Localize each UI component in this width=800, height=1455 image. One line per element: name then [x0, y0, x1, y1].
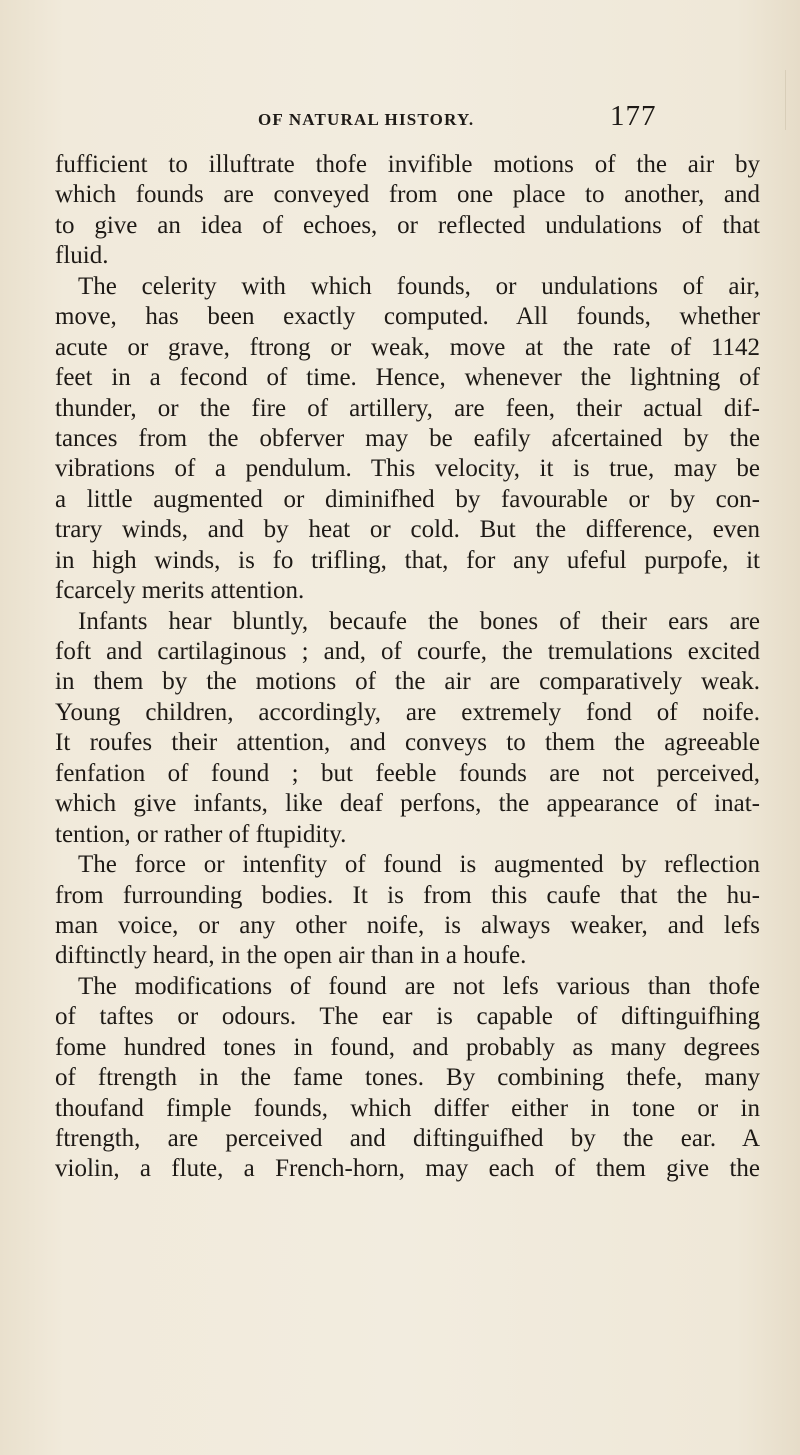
text-line: tention, or rather of ftupidity. — [55, 820, 347, 848]
text-line: in them by the motions of the air are comparatively weak. — [55, 668, 760, 696]
text-line: in high winds, is fo trifling, that, for any ufeful purpofe, it — [55, 546, 760, 574]
page-number: 177 — [610, 100, 657, 132]
paragraph-start-line: The force or intenfity of found is augmented by reflection — [78, 851, 760, 879]
text-line: vibrations of a pendulum. This velocity, it is true, may be — [55, 455, 760, 483]
text-line: from furrounding bodies. It is from this caufe that the hu- — [55, 881, 760, 909]
text-line: foft and cartilaginous ; and, of courfe, the tremulations excited — [55, 638, 760, 665]
text-line: which give infants, like deaf perfons, the appearance of inat- — [55, 790, 760, 818]
page-edge-mark — [785, 70, 800, 130]
text-line: of taftes or odours. The ear is capable of diftinguifhing — [55, 1003, 760, 1031]
text-line: to give an idea of echoes, or reflected undulations of that — [55, 211, 760, 239]
text-line: thunder, or the fire of artillery, are feen, their actual dif- — [55, 394, 760, 422]
text-line: man voice, or any other noife, is always weaker, and lefs — [55, 911, 760, 939]
text-line: fome hundred tones in found, and probably as many degrees — [55, 1033, 760, 1061]
text-line: fenfation of found ; but feeble founds are not perceived, — [55, 759, 760, 787]
text-line: fufficient to illuftrate thofe invifible motions of the air by — [55, 151, 760, 178]
text-line: Young children, accordingly, are extremely fond of noife. — [55, 698, 760, 726]
page-header — [258, 96, 758, 136]
text-line: diftinctly heard, in the open air than in a houfe. — [55, 942, 527, 970]
running-title: OF NATURAL HISTORY. — [258, 110, 475, 129]
text-line: fluid. — [55, 242, 109, 270]
paragraph-start-line: The modifications of found are not lefs various than thofe — [78, 972, 760, 1000]
text-line: violin, a flute, a French-horn, may each of them give the — [55, 1155, 760, 1183]
body-text — [55, 150, 760, 1185]
text-line: trary winds, and by heat or cold. But the difference, even — [55, 516, 760, 544]
text-line: fcarcely merits attention. — [55, 577, 305, 605]
text-line: acute or grave, ftrong or weak, move at the rate of 1142 — [55, 333, 760, 361]
text-line: thoufand fimple founds, which differ either in tone or in — [55, 1094, 760, 1122]
text-line: of ftrength in the fame tones. By combining thefe, many — [55, 1064, 760, 1092]
paragraph-start-line: Infants hear bluntly, becaufe the bones of their ears are — [78, 607, 760, 635]
text-line: feet in a fecond of time. Hence, whenever the lightning of — [55, 364, 760, 392]
text-line: a little augmented or diminifhed by favourable or by con- — [55, 485, 760, 513]
text-line: ftrength, are perceived and diftinguifhed by the ear. A — [55, 1125, 760, 1152]
paragraph-start-line: The celerity with which founds, or undulations of air, — [78, 272, 760, 300]
text-line: which founds are conveyed from one place to another, and — [55, 181, 760, 209]
text-line: It roufes their attention, and conveys to them the agreeable — [55, 729, 760, 757]
text-line: move, has been exactly computed. All founds, whether — [55, 303, 760, 331]
text-line: tances from the obferver may be eafily afcertained by the — [55, 424, 760, 452]
